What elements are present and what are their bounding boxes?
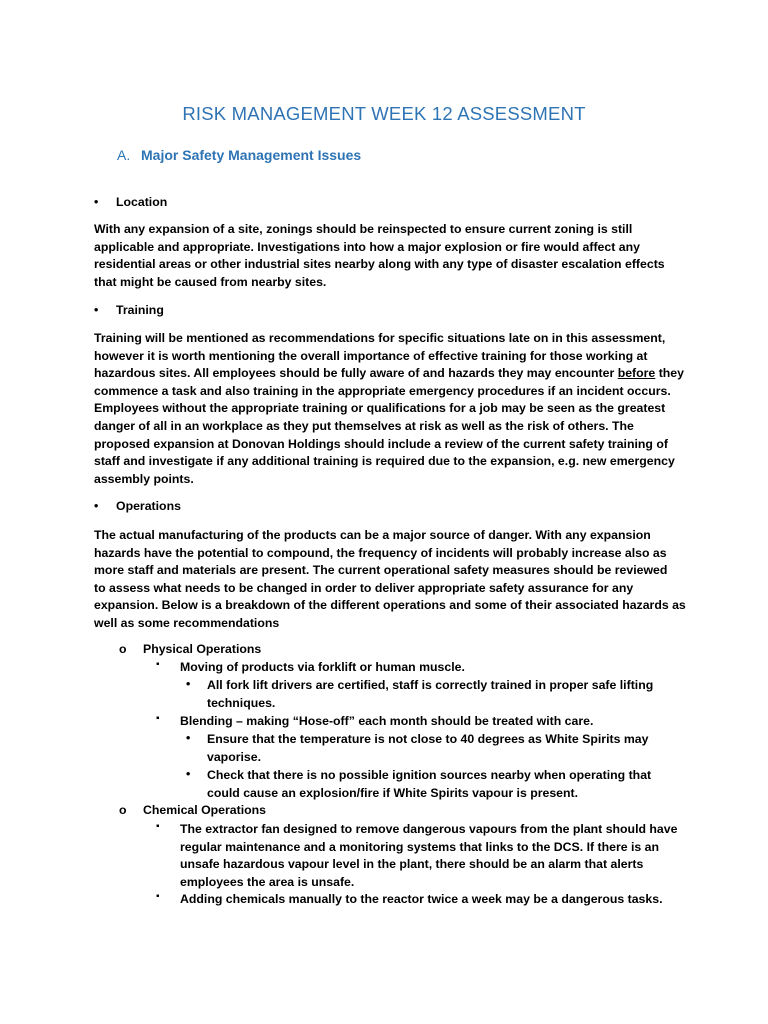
bullet-icon: • [94,499,99,513]
circle-bullet-icon: o [119,803,127,817]
training-line: assembly points. [94,471,194,486]
ignition-item [207,767,651,802]
operations-line: to assess what needs to be changed in order to deliver appropriate safety assurance for any [94,580,634,595]
location-line: applicable and appropriate. Investigations into how a major explosion or fire would affect any [94,239,640,254]
fan-text: employees the area is unsafe. [180,874,355,889]
forklift-text: techniques. [207,695,276,710]
forklift-text: All fork lift drivers are certified, staff is correctly trained in proper safe lifting [207,678,654,692]
location-heading: Location [116,195,168,209]
bullet-icon: • [186,767,191,781]
section-letter: A. [117,147,131,163]
operations-line: well as some recommendations [94,615,280,630]
training-line: Training will be mentioned as recommendations for specific situations late on in this assessment, [94,331,666,345]
training-line: Employees without the appropriate training or qualifications for a job may be seen as the greatest [94,401,666,416]
operations-heading: Operations [116,499,181,513]
training-line [94,365,684,383]
bullet-icon: • [94,303,99,317]
bullet-icon: • [186,677,191,691]
ignition-text: Check that there is no possible ignition sources nearby when operating that [207,768,652,782]
blending-text: Blending – making “Hose-off” each month should be treated with care. [180,714,594,728]
operations-line: hazards have the potential to compound, the frequency of incidents will probably increase also as [94,545,667,560]
bullet-icon: • [94,195,99,209]
square-bullet-icon: ▪ [156,659,160,670]
chemical-label-text: Chemical Operations [143,803,267,817]
training-line: staff and investigate if any additional training is required due to the expansion, e.g. new emergency [94,454,675,469]
circle-bullet-icon: o [119,642,127,656]
fan-text: The extractor fan designed to remove dangerous vapours from the plant should have [180,822,678,836]
operations-line: more staff and materials are present. The current operational safety measures should be reviewed [94,563,668,578]
moving-text: Moving of products via forklift or human muscle. [180,660,465,674]
temperature-item [207,731,648,766]
extractor-fan-item [180,821,677,891]
location-line: residential areas or other industrial sites nearby along with any type of disaster escalation effects [94,257,665,272]
temperature-text: vaporise. [207,749,261,764]
location-line: that might be caused from nearby sites. [94,274,327,289]
operations-line: expansion. Below is a breakdown of the different operations and some of their associated hazards as [94,598,686,613]
blending-item [180,713,593,731]
physical-label-text: Physical Operations [143,642,262,656]
fan-text: unsafe hazardous vapour level in the plant, there should be an alarm that alerts [180,857,644,872]
adding-chemicals-item [180,891,663,909]
location-line: With any expansion of a site, zonings should be reinspected to ensure current zoning is still [94,222,633,236]
training-line: proposed expansion at Donovan Holdings should include a review of the current safety training of [94,436,668,451]
adding-text: Adding chemicals manually to the reactor twice a week may be a dangerous tasks. [180,892,663,906]
temperature-text: Ensure that the temperature is not close to 40 degrees as White Spirits may [207,732,649,746]
training-heading: Training [116,303,164,317]
bullet-location [94,195,167,209]
chemical-operations-label [143,802,266,820]
operations-paragraph [94,527,684,633]
document-title: RISK MANAGEMENT WEEK 12 ASSESSMENT [182,103,586,124]
section-title: Major Safety Management Issues [141,147,362,163]
location-paragraph [94,221,684,291]
forklift-item [207,677,653,712]
operations-line: The actual manufacturing of the products can be a major source of danger. With any expansion [94,528,651,542]
training-text: they [655,366,684,381]
emphasis-before: before [617,366,656,381]
square-bullet-icon: ▪ [156,821,160,832]
square-bullet-icon: ▪ [156,713,160,724]
fan-text: regular maintenance and a monitoring systems that links to the DCS. If there is an [180,839,660,854]
training-line: however it is worth mentioning the overall importance of effective training for those working at [94,348,648,363]
training-line: danger of all in an workplace as they put themselves at risk as well as the risk of others. The [94,418,634,433]
bullet-operations [94,499,181,513]
bullet-icon: • [186,731,191,745]
moving-products-item [180,659,465,677]
square-bullet-icon: ▪ [156,891,160,902]
section-heading [117,147,361,163]
physical-operations-label [143,641,261,659]
bullet-training [94,303,164,317]
training-paragraph [94,330,684,488]
ignition-text: could cause an explosion/fire if White Spirits vapour is present. [207,785,579,800]
training-text: hazardous sites. All employees should be fully aware of and hazards they may encounter [94,366,618,381]
training-line: commence a task and also training in the appropriate emergency procedures if an incident occurs. [94,383,671,398]
